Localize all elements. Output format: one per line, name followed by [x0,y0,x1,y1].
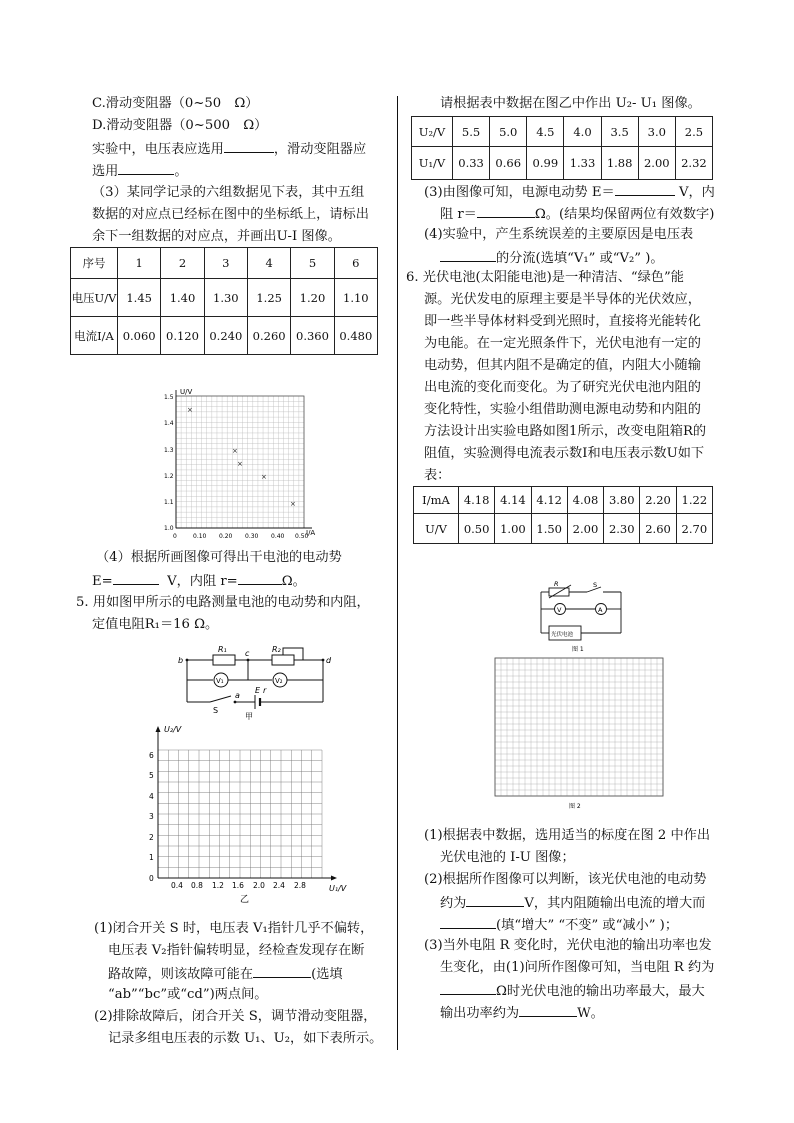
voltmeter-label: V [557,606,562,614]
question-3-text: (3)由图像可知，电源电动势 E＝ V，内 [424,181,715,203]
question-5-2-text: 记录多组电压表的示数 U₁、U₂，如下表所示。 [108,1031,383,1046]
question-3-text: 阻 r＝ Ω。(结果均保留两位有效数字) [440,203,714,225]
y-tick: 4 [149,792,154,801]
switch-s-label: S [213,706,219,715]
question-6-1-text: (1)根据表中数据，选用适当的标度在图 2 中作出 [424,828,711,843]
table-cell: 0.120 [161,317,204,355]
table-header: 序号 [71,248,118,279]
table-cell: I/mA [414,487,459,514]
y-tick: 0 [149,874,154,883]
x-tick: 0.8 [191,881,203,890]
table-cell: 1.50 [531,514,567,544]
question-5-1-text: “ab”“bc”或“cd”)两点间。 [108,987,268,1002]
x-tick: 0.50 [295,533,309,540]
table-cell: 4.0 [564,117,601,147]
table-cell: 2.20 [640,487,676,514]
table-cell: 0.480 [334,317,377,355]
table-cell: 2.00 [638,147,675,180]
question-4-text: (4)实验中，产生系统误差的主要原因是电压表 [424,227,694,242]
table-cell: 4.5 [527,117,564,147]
y-tick: 5 [149,771,154,780]
ui-graph [160,383,320,543]
x-tick: 0 [173,533,177,540]
r2-label: R₂ [272,645,281,654]
table-cell: 4.14 [495,487,531,514]
table-cell: 5.0 [490,117,527,147]
x-tick: 0.20 [219,533,233,540]
table-cell: 4.18 [459,487,495,514]
data-point-mark: × [187,406,193,414]
y-axis-label: U₂/V [164,725,182,734]
question-6-3-text: 输出功率约为 W。 [440,1002,604,1024]
option-c: C.滑动变阻器（0~50 Ω） [92,96,259,111]
data-point-mark: × [232,447,238,455]
figure-caption-1: 图 1 [572,646,584,653]
data-table-1 [70,247,378,355]
table-cell: 0.99 [527,147,564,180]
table-header: 5 [291,248,334,279]
question-4-answer: E= V，内阻 r= Ω。 [92,570,306,592]
problem-6-text: 表： [424,468,451,483]
data-point-mark: × [261,473,267,481]
question-5-2-text: (2)排除故障后，闭合开关 S，调节滑动变阻器， [94,1009,377,1024]
ammeter-label: A [598,606,603,614]
table-cell: 0.66 [490,147,527,180]
table-cell: 0.260 [247,317,290,355]
y-tick: 6 [149,751,154,760]
table-cell: 1.40 [161,279,204,317]
x-tick: 1.6 [232,881,244,890]
question-5-1-text: (1)闭合开关 S 时，电压表 V₁指针几乎不偏转， [94,921,374,936]
table-cell: 1.45 [118,279,161,317]
y-tick: 2 [149,833,154,842]
table-cell: 4.08 [567,487,603,514]
table-cell: 1.30 [204,279,247,317]
data-point-mark: × [237,460,243,468]
table-cell: 0.50 [459,514,495,544]
voltmeter-v2: V₂ [275,677,283,685]
problem-6-text: 电动势，但其内阻不是确定的值，内阻大小随输 [424,358,701,373]
table-cell: 4.12 [531,487,567,514]
problem-6-text: 即一些半导体材料受到光照时，直接将光能转化 [424,314,701,329]
y-tick: 1.0 [164,525,174,532]
question-6-2-text: (2)根据所作图像可以判断，该光伏电池的电动势 [424,872,707,887]
y-tick: 1.2 [164,473,174,480]
problem-6-text: 源。光伏发电的原理主要是半导体的光伏效应， [424,292,701,307]
node-label-a: a [235,691,240,700]
table-cell: 2.70 [676,514,712,544]
y-tick: 1.4 [164,420,174,427]
question-4-text: （4）根据所画图像可得出干电池的电动势 [96,550,342,565]
internal-r-label: r [263,686,267,695]
x-tick: 0.40 [271,533,285,540]
table-cell: 2.00 [567,514,603,544]
question-3-text: 余下一组数据的对应点，并画出U-I 图像。 [92,229,341,244]
table-cell: 1.00 [495,514,531,544]
table-cell: 3.0 [638,117,675,147]
table-cell: 2.5 [675,117,712,147]
table-cell: 1.33 [564,147,601,180]
table-cell: 0.240 [204,317,247,355]
table-cell: 3.5 [601,117,638,147]
question-5-1-text: 路故障，则该故障可能在 (选填 [108,963,343,985]
table-cell: U₂/V [412,117,453,147]
question-text: 选用 。 [92,160,188,182]
x-axis-label: U₁/V [329,884,347,893]
instruction-text: 请根据表中数据在图乙中作出 U₂- U₁ 图像。 [440,96,701,111]
node-label-d: d [326,656,332,665]
emf-label: E [255,686,261,695]
table-cell: 电压U/V [71,279,118,317]
problem-6-text: 变化特性，实验小组借助测电源电动势和内阻的 [424,402,701,417]
x-tick: 0.30 [245,533,259,540]
table-cell: 3.80 [604,487,640,514]
question-3-text: （3）某同学记录的六组数据见下表，其中五组 [92,185,365,200]
problem-6-text: 为电能。在一定光照条件下，光伏电池有一定的 [424,336,701,351]
y-tick: 3 [149,812,154,821]
problem-6-text: 6. 光伏电池(太阳能电池)是一种清洁、“绿色”能 [406,270,684,285]
question-5-1-text: 电压表 V₂指针偏转明显，经检查发现存在断 [108,943,365,958]
r1-label: R₁ [218,645,227,654]
table-header: 4 [247,248,290,279]
x-tick: 1.2 [212,881,224,890]
figure-caption-yi: 乙 [240,895,250,905]
question-text: 实验中，电压表应选用 ，滑动变阻器应 [92,138,366,160]
graph-paper-figure-2 [490,654,675,814]
y-tick: 1.3 [164,447,174,454]
question-6-3-text: (3)当外电阻 R 变化时，光伏电池的输出功率也发 [424,938,712,953]
voltmeter-v1: V₁ [216,677,224,685]
table-cell: 1.25 [247,279,290,317]
table-cell: 0.33 [453,147,490,180]
table-cell: U₁/V [412,147,453,180]
table-cell: 2.60 [640,514,676,544]
problem-5-text: 定值电阻R₁＝16 Ω。 [92,617,219,632]
table-header: 6 [334,248,377,279]
y-tick: 1.1 [164,499,174,506]
y-tick: 1.5 [164,394,174,401]
table-cell: 5.5 [453,117,490,147]
table-cell: 1.10 [334,279,377,317]
question-6-3-text: 生变化，由(1)问所作图像可知，当电阻 R 约为 [440,960,715,975]
figure-caption-2: 图 2 [569,803,581,810]
question-6-3-text: Ω时光伏电池的输出功率最大，最大 [440,980,705,1002]
question-4-text: 的分流(选填“V₁” 或“V₂” )。 [440,247,664,269]
table-header: 3 [204,248,247,279]
pv-cell-label: 光伏电池 [551,632,574,638]
problem-6-text: 阻值，实验测得电流表示数I和电压表示数U如下 [424,446,705,461]
figure-caption-jia: 甲 [245,712,253,720]
u2-u1-graph [140,722,360,905]
resistor-box-label: R [554,580,559,588]
x-tick: 0.4 [171,881,183,890]
data-table-3 [413,486,713,544]
table-cell: 2.32 [675,147,712,180]
option-d: D.滑动变阻器（0~500 Ω） [92,118,268,133]
table-cell: 1.22 [676,487,712,514]
question-6-2-text: 约为 V，其内阻随输出电流的增大而 [440,892,705,914]
circuit-diagram-jia [175,640,340,720]
column-divider [397,96,398,1050]
table-header: 1 [118,248,161,279]
problem-6-text: 出电流的变化而变化。为了研究光伏电池内阻的 [424,380,701,395]
node-label-b: b [178,656,184,665]
switch-label: S [593,581,598,589]
y-tick: 1 [149,853,154,862]
problem-6-text: 方法设计出实验电路如图1所示，改变电阻箱R的 [424,424,707,439]
data-point-mark: × [290,500,296,508]
x-tick: 2.4 [273,881,285,890]
question-3-text: 数据的对应点已经标在图中的坐标纸上，请标出 [92,207,369,222]
table-cell: 0.060 [118,317,161,355]
table-cell: 2.30 [604,514,640,544]
question-6-2-text: (填“增大” “不变” 或“减小” )； [440,914,678,936]
table-cell: 0.360 [291,317,334,355]
table-header: 2 [161,248,204,279]
data-table-2 [411,116,713,180]
y-axis-label: U/V [180,388,193,396]
table-cell: 1.88 [601,147,638,180]
photovoltaic-circuit-figure-1 [535,580,630,654]
problem-5-text: 5. 用如图甲所示的电路测量电池的电动势和内阻， [76,595,370,610]
question-6-1-text: 光伏电池的 I-U 图像； [440,850,575,865]
x-tick: 2.0 [253,881,265,890]
table-cell: U/V [414,514,459,544]
x-axis-label: I/A [306,529,316,537]
table-cell: 1.20 [291,279,334,317]
table-cell: 电流I/A [71,317,118,355]
x-tick: 2.8 [294,881,306,890]
x-tick: 0.10 [193,533,207,540]
node-label-c: c [245,649,250,658]
